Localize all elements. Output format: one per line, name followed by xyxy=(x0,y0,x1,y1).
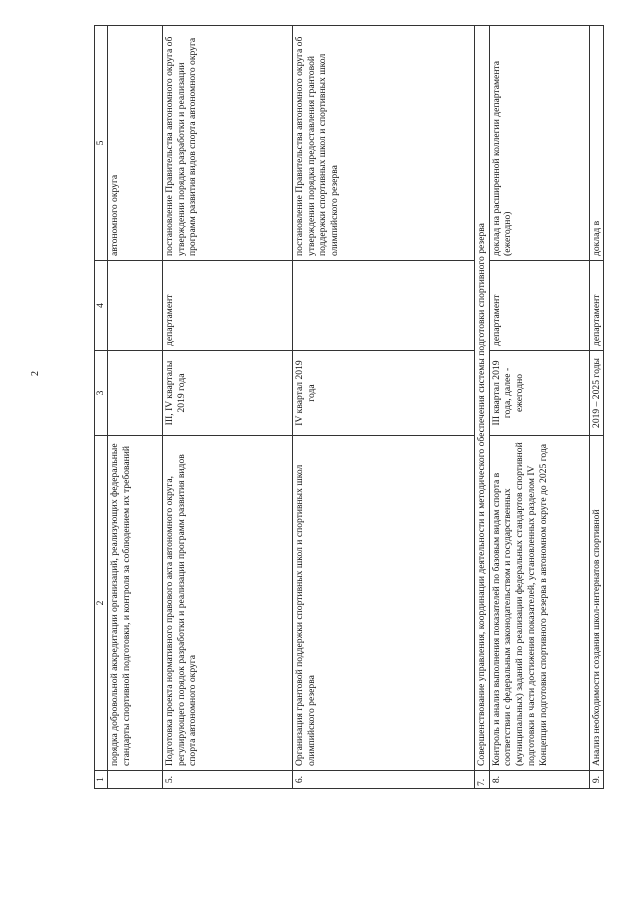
row-number: 9. xyxy=(589,771,604,789)
row-number: 6. xyxy=(293,771,475,789)
row-number: 8. xyxy=(489,771,589,789)
task-cell: порядка добровольной аккредитации организаций, реализующих федеральные стандарты спортивной подготовки, и контроля за соблюдением их требований xyxy=(108,436,163,771)
term-cell xyxy=(108,351,163,436)
col-header-3: 3 xyxy=(95,351,108,436)
executor-cell: департамент xyxy=(489,261,589,351)
page-number: 2 xyxy=(30,371,41,376)
result-cell: доклад в xyxy=(589,26,604,261)
row-number: 5. xyxy=(163,771,293,789)
section-row xyxy=(475,26,490,789)
table-row xyxy=(108,26,163,789)
section-number: 7. xyxy=(475,771,490,789)
col-header-4: 4 xyxy=(95,261,108,351)
task-cell: Подготовка проекта нормативного правового акта автономного округа, регулирующего порядок разработки и реализации программ развития видов спорта автономного округа xyxy=(163,436,293,771)
result-cell: автономного округа xyxy=(108,26,163,261)
header-row xyxy=(95,26,108,789)
task-cell: Контроль и анализ выполнения показателей по базовым видам спорта в соответствии с федеральным законодательством и государственных (муниципальных) заданий по реализации федеральных стандартов спортивной подготовки в части достижения показателей, установленных разделом IV Концепции подготовки спортивного резерва в автономном округе до 2025 года xyxy=(489,436,589,771)
table-row xyxy=(163,26,293,789)
executor-cell xyxy=(108,261,163,351)
table-row xyxy=(589,26,604,789)
executor-cell: департамент xyxy=(589,261,604,351)
term-cell: III квартал 2019 года, далее - ежегодно xyxy=(489,351,589,436)
table-row xyxy=(293,26,475,789)
task-cell: Организация грантовой поддержки спортивных школ и спортивных школ олимпийского резерва xyxy=(293,436,475,771)
section-title: Совершенствование управления, координации деятельности и методического обеспечения системы подготовки спортивного резерва xyxy=(475,26,490,771)
plan-table xyxy=(94,25,604,789)
result-cell: постановление Правительства автономного округа об утверждении порядка разработки и реализации программ развития видов спорта автономного округа xyxy=(163,26,293,261)
table-row xyxy=(489,26,589,789)
result-cell: постановление Правительства автономного округа об утверждении порядка предоставления грантовой поддержки спортивных школ и спортивных школ олимпийского резерва xyxy=(293,26,475,261)
col-header-5: 5 xyxy=(95,26,108,261)
row-number xyxy=(108,771,163,789)
term-cell: III, IV кварталы 2019 года xyxy=(163,351,293,436)
term-cell: IV квартал 2019 года xyxy=(293,351,475,436)
rotated-table-container xyxy=(94,26,602,789)
col-header-2: 2 xyxy=(95,436,108,771)
executor-cell: департамент xyxy=(163,261,293,351)
term-cell: 2019 – 2025 годы xyxy=(589,351,604,436)
result-cell: доклад на расширенной коллегии департамента (ежегодно) xyxy=(489,26,589,261)
col-header-1: 1 xyxy=(95,771,108,789)
task-cell: Анализ необходимости создания школ-интернатов спортивной xyxy=(589,436,604,771)
executor-cell xyxy=(293,261,475,351)
